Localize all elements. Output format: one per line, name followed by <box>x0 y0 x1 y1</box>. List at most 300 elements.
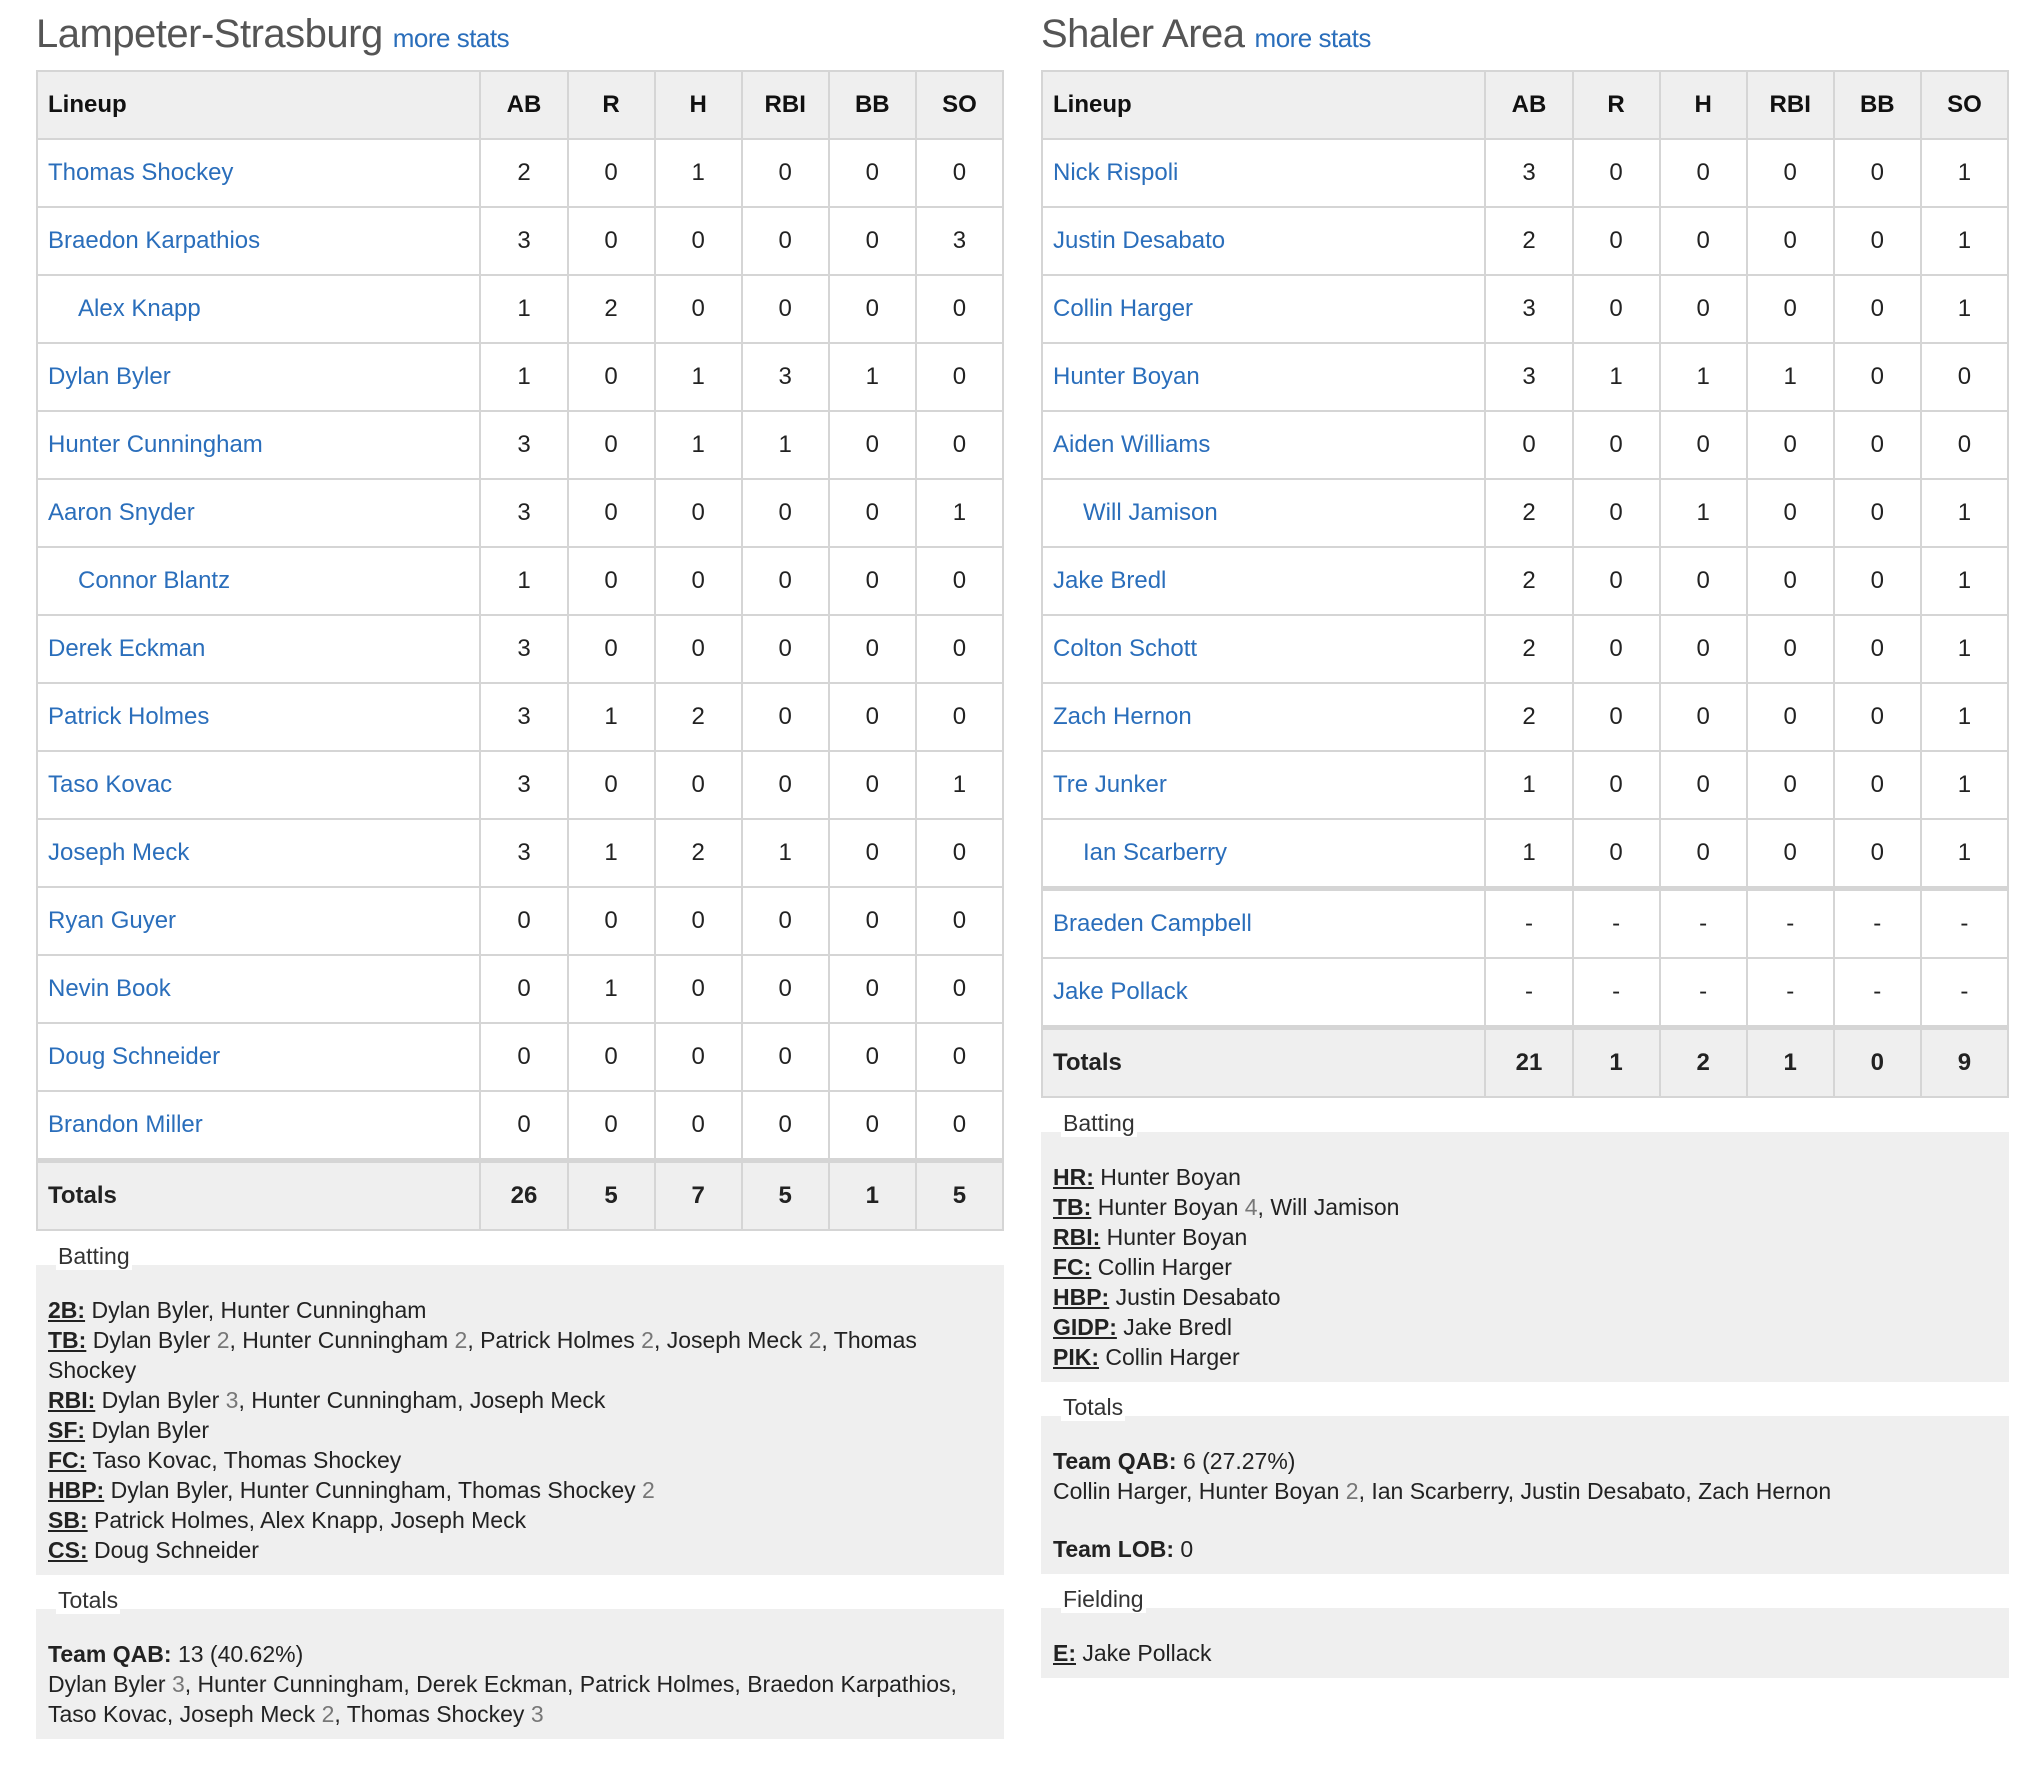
stat-rbi: 1 <box>1747 343 1834 411</box>
team-qab-label: Team QAB: <box>48 1641 172 1667</box>
stat-h: 0 <box>1660 547 1747 615</box>
stat-line <box>48 1535 992 1565</box>
stat-h: - <box>1660 958 1747 1028</box>
stat-bb: - <box>1834 889 1921 959</box>
team-header <box>1041 0 2009 70</box>
stat-ab: 0 <box>480 1023 567 1091</box>
player-name-link[interactable]: Aiden Williams <box>1042 411 1485 479</box>
stat-so: 0 <box>916 547 1003 615</box>
header-lineup: Lineup <box>1042 71 1485 139</box>
batting-body <box>1041 1132 2009 1382</box>
stat-key-abbr[interactable]: 2B: <box>48 1297 86 1323</box>
stat-so: 1 <box>1921 819 2008 889</box>
stat-r: 0 <box>1573 751 1660 819</box>
stat-h: 0 <box>1660 139 1747 207</box>
stat-r: 0 <box>1573 615 1660 683</box>
totals-row <box>37 1161 1003 1231</box>
stat-rbi: 0 <box>1747 751 1834 819</box>
stat-bb: 0 <box>829 615 916 683</box>
stat-key-abbr[interactable]: RBI: <box>48 1387 96 1413</box>
stat-bb: 0 <box>1834 411 1921 479</box>
table-row <box>37 615 1003 683</box>
stat-h: 0 <box>655 751 742 819</box>
stat-h: 1 <box>655 343 742 411</box>
stat-so: 1 <box>916 751 1003 819</box>
more-stats-link[interactable]: more stats <box>392 23 510 53</box>
stat-bb: 0 <box>1834 343 1921 411</box>
player-list-text: Collin Harger <box>1105 1344 1240 1370</box>
stat-rbi: 0 <box>742 683 829 751</box>
stat-r: 0 <box>568 139 655 207</box>
player-list-text: Jake Bredl <box>1123 1314 1232 1340</box>
stat-rbi: - <box>1747 889 1834 959</box>
player-list-text: Dylan Byler, Hunter Cunningham, Thomas Shockey <box>110 1477 643 1503</box>
stat-ab: 2 <box>1485 547 1572 615</box>
stat-bb: 0 <box>829 275 916 343</box>
table-row <box>1042 207 2008 275</box>
stat-ab: 3 <box>480 207 567 275</box>
stat-bb: 0 <box>1834 139 1921 207</box>
stat-bb: 0 <box>829 955 916 1023</box>
header-r: R <box>1573 71 1660 139</box>
stat-h: 1 <box>655 139 742 207</box>
stat-r: 0 <box>568 887 655 955</box>
player-list-text: Dylan Byler <box>48 1671 172 1697</box>
team-column-away <box>1041 0 2009 1678</box>
stat-r: 0 <box>568 751 655 819</box>
fielding-section <box>1041 1586 2009 1678</box>
stat-rbi: 0 <box>742 887 829 955</box>
player-name-link[interactable]: Braedon Karpathios <box>37 207 480 275</box>
header-r: R <box>568 71 655 139</box>
spacer <box>1053 1506 1997 1534</box>
total-bb: 0 <box>1834 1028 1921 1098</box>
stat-rbi: 0 <box>742 955 829 1023</box>
header-bb: BB <box>1834 71 1921 139</box>
player-rows <box>37 139 1003 1230</box>
batting-title: Batting <box>58 1243 130 1269</box>
team-name <box>1041 12 1371 57</box>
stat-h: 1 <box>1660 343 1747 411</box>
player-rows <box>1042 139 2008 1097</box>
stat-bb: 0 <box>829 1023 916 1091</box>
stat-rbi: 0 <box>742 479 829 547</box>
stat-line <box>1053 1342 1997 1372</box>
player-name-link[interactable]: Joseph Meck <box>37 819 480 887</box>
fielding-body <box>1041 1608 2009 1678</box>
stat-ab: 2 <box>1485 683 1572 751</box>
stat-rbi: 0 <box>742 139 829 207</box>
stat-so: 0 <box>916 343 1003 411</box>
stat-r: 0 <box>1573 547 1660 615</box>
stat-so: 0 <box>916 1023 1003 1091</box>
player-name-link[interactable]: Braeden Campbell <box>1042 889 1485 959</box>
stat-so: 1 <box>1921 207 2008 275</box>
header-ab: AB <box>1485 71 1572 139</box>
header-so: SO <box>1921 71 2008 139</box>
stat-so: 0 <box>916 139 1003 207</box>
header-lineup: Lineup <box>37 71 480 139</box>
stat-bb: 0 <box>1834 479 1921 547</box>
header-ab: AB <box>480 71 567 139</box>
player-list-text: , Will Jamison <box>1257 1194 1400 1220</box>
table-row <box>37 207 1003 275</box>
stat-line <box>1053 1222 1997 1252</box>
stat-rbi: 0 <box>1747 207 1834 275</box>
total-rbi: 1 <box>1747 1028 1834 1098</box>
stat-r: 0 <box>568 207 655 275</box>
stat-key-abbr[interactable]: PIK: <box>1053 1344 1099 1370</box>
stat-ab: 0 <box>480 955 567 1023</box>
total-r: 1 <box>1573 1028 1660 1098</box>
team-lob-label: Team LOB: <box>1053 1536 1174 1562</box>
table-header-row <box>37 71 1003 139</box>
table-row <box>1042 411 2008 479</box>
player-list-text: Justin Desabato <box>1115 1284 1281 1310</box>
stat-ab: 3 <box>480 615 567 683</box>
stat-ab: 3 <box>480 411 567 479</box>
player-name-link[interactable]: Thomas Shockey <box>37 139 480 207</box>
stat-r: 0 <box>568 1023 655 1091</box>
stat-r: - <box>1573 958 1660 1028</box>
table-row <box>37 751 1003 819</box>
stat-so: 1 <box>1921 547 2008 615</box>
stat-key-abbr[interactable]: TB: <box>1053 1194 1092 1220</box>
stat-key-abbr[interactable]: HR: <box>1053 1164 1094 1190</box>
player-name-link[interactable]: Ian Scarberry <box>1042 819 1485 889</box>
stat-so: 0 <box>916 275 1003 343</box>
stat-key-abbr[interactable]: GIDP: <box>1053 1314 1117 1340</box>
stat-key-abbr[interactable]: SF: <box>48 1417 86 1443</box>
stat-h: 0 <box>1660 819 1747 889</box>
stat-rbi: 1 <box>742 819 829 887</box>
stat-ab: 3 <box>1485 139 1572 207</box>
player-name-link[interactable]: Nick Rispoli <box>1042 139 1485 207</box>
table-row <box>1042 889 2008 959</box>
stat-bb: 0 <box>829 547 916 615</box>
stat-bb: 0 <box>829 819 916 887</box>
stat-line <box>48 1475 992 1505</box>
header-bb: BB <box>829 71 916 139</box>
stat-bb: 0 <box>1834 751 1921 819</box>
stat-r: 0 <box>568 615 655 683</box>
player-name-link[interactable]: Jake Pollack <box>1042 958 1485 1028</box>
stat-h: 0 <box>655 1091 742 1161</box>
team-name-text: Shaler Area <box>1041 12 1245 56</box>
stat-rbi: 0 <box>742 547 829 615</box>
stat-rbi: 0 <box>1747 275 1834 343</box>
player-list-text: Dylan Byler <box>101 1387 226 1413</box>
count-value: 2 <box>321 1701 335 1727</box>
table-row <box>1042 479 2008 547</box>
player-name-link[interactable]: Zach Hernon <box>1042 683 1485 751</box>
stat-key-abbr[interactable]: E: <box>1053 1640 1076 1666</box>
lineup-table <box>36 70 1004 1231</box>
stat-h: 1 <box>1660 479 1747 547</box>
table-row <box>1042 683 2008 751</box>
stat-bb: 0 <box>1834 275 1921 343</box>
table-row <box>37 275 1003 343</box>
total-so: 5 <box>916 1161 1003 1231</box>
stat-r: 1 <box>568 683 655 751</box>
player-name-link[interactable]: Colton Schott <box>1042 615 1485 683</box>
table-row <box>1042 819 2008 889</box>
player-list-text: Hunter Boyan <box>1106 1224 1248 1250</box>
stat-bb: 0 <box>1834 683 1921 751</box>
stat-h: 0 <box>655 207 742 275</box>
stat-line <box>48 1505 992 1535</box>
total-rbi: 5 <box>742 1161 829 1231</box>
team-name <box>36 12 509 57</box>
stat-h: 0 <box>1660 275 1747 343</box>
team-header <box>36 0 1004 70</box>
player-list-text: Hunter Boyan <box>1097 1194 1245 1220</box>
stat-rbi: 0 <box>742 1091 829 1161</box>
totals-label: Totals <box>37 1161 480 1231</box>
stat-bb: - <box>1834 958 1921 1028</box>
stat-r: 0 <box>1573 207 1660 275</box>
count-value: 2 <box>808 1327 822 1353</box>
player-name-link[interactable]: Derek Eckman <box>37 615 480 683</box>
stat-ab: 3 <box>1485 275 1572 343</box>
total-so: 9 <box>1921 1028 2008 1098</box>
player-list-text: Dylan Byler, Hunter Cunningham <box>91 1297 427 1323</box>
table-row <box>1042 139 2008 207</box>
stat-so: 0 <box>916 819 1003 887</box>
player-name-link[interactable]: Connor Blantz <box>37 547 480 615</box>
batting-section <box>36 1243 1004 1575</box>
header-h: H <box>1660 71 1747 139</box>
qab-players <box>1053 1476 1997 1506</box>
stat-key-abbr[interactable]: RBI: <box>1053 1224 1101 1250</box>
stat-ab: 0 <box>480 887 567 955</box>
stat-line <box>48 1415 992 1445</box>
batting-title: Batting <box>1063 1110 1135 1136</box>
player-list-text: Dylan Byler <box>92 1327 217 1353</box>
stat-ab: 1 <box>480 275 567 343</box>
stat-so: 3 <box>916 207 1003 275</box>
stat-ab: - <box>1485 958 1572 1028</box>
stat-so: 1 <box>1921 615 2008 683</box>
stat-line <box>48 1295 992 1325</box>
header-rbi: RBI <box>1747 71 1834 139</box>
stat-key-abbr[interactable]: FC: <box>1053 1254 1092 1280</box>
stat-h: - <box>1660 889 1747 959</box>
header-so: SO <box>916 71 1003 139</box>
player-name-link[interactable]: Taso Kovac <box>37 751 480 819</box>
stat-ab: 2 <box>480 139 567 207</box>
stat-r: 0 <box>568 343 655 411</box>
batting-section <box>1041 1110 2009 1382</box>
stat-bb: 0 <box>829 139 916 207</box>
player-name-link[interactable]: Tre Junker <box>1042 751 1485 819</box>
count-value: 2 <box>216 1327 230 1353</box>
player-list-text: , Joseph Meck <box>653 1327 809 1353</box>
stat-line <box>1053 1638 1997 1668</box>
player-list-text: Collin Harger, Hunter Boyan <box>1053 1478 1346 1504</box>
stat-h: 0 <box>655 955 742 1023</box>
stat-so: 0 <box>916 615 1003 683</box>
totals-body <box>1041 1416 2009 1574</box>
stat-r: 0 <box>568 479 655 547</box>
totals-row <box>1042 1028 2008 1098</box>
table-row <box>1042 615 2008 683</box>
player-name-link[interactable]: Nevin Book <box>37 955 480 1023</box>
player-list-text: Collin Harger <box>1097 1254 1232 1280</box>
stat-rbi: 0 <box>1747 139 1834 207</box>
player-list-text: Dylan Byler <box>91 1417 210 1443</box>
stat-rbi: 0 <box>742 615 829 683</box>
total-ab: 26 <box>480 1161 567 1231</box>
stat-line <box>48 1385 992 1415</box>
stat-so: - <box>1921 958 2008 1028</box>
table-row <box>37 343 1003 411</box>
qab-players <box>48 1669 992 1729</box>
total-ab: 21 <box>1485 1028 1572 1098</box>
count-value: 2 <box>1345 1478 1359 1504</box>
total-bb: 1 <box>829 1161 916 1231</box>
stat-bb: 0 <box>1834 615 1921 683</box>
stat-ab: 3 <box>480 819 567 887</box>
stat-bb: 0 <box>1834 207 1921 275</box>
stat-r: 2 <box>568 275 655 343</box>
stat-ab: 3 <box>480 479 567 547</box>
more-stats-link[interactable]: more stats <box>1254 23 1371 53</box>
stat-rbi: 0 <box>742 207 829 275</box>
total-r: 5 <box>568 1161 655 1231</box>
team-qab-value: 6 (27.27%) <box>1182 1448 1296 1474</box>
stat-ab: 2 <box>1485 479 1572 547</box>
table-row <box>37 1023 1003 1091</box>
totals-label: Totals <box>1042 1028 1485 1098</box>
batting-body <box>36 1265 1004 1575</box>
stat-h: 2 <box>655 683 742 751</box>
player-name-link[interactable]: Alex Knapp <box>37 275 480 343</box>
player-name-link[interactable]: Patrick Holmes <box>37 683 480 751</box>
player-list-text: Jake Pollack <box>1082 1640 1212 1666</box>
fielding-title: Fielding <box>1063 1586 1144 1612</box>
stat-so: 0 <box>916 411 1003 479</box>
stat-r: 0 <box>1573 411 1660 479</box>
table-row <box>37 411 1003 479</box>
player-name-link[interactable]: Jake Bredl <box>1042 547 1485 615</box>
stat-ab: - <box>1485 889 1572 959</box>
player-name-link[interactable]: Ryan Guyer <box>37 887 480 955</box>
stat-so: 1 <box>1921 479 2008 547</box>
stat-key-abbr[interactable]: SB: <box>48 1507 88 1533</box>
stat-r: 0 <box>568 411 655 479</box>
stat-so: 0 <box>1921 343 2008 411</box>
player-list-text: , Thomas Shockey <box>48 1327 917 1383</box>
team-qab-label: Team QAB: <box>1053 1448 1177 1474</box>
table-row <box>37 479 1003 547</box>
stat-so: 0 <box>916 955 1003 1023</box>
stat-so: 0 <box>916 1091 1003 1161</box>
player-name-link[interactable]: Hunter Cunningham <box>37 411 480 479</box>
total-h: 7 <box>655 1161 742 1231</box>
stat-r: 0 <box>568 547 655 615</box>
table-row <box>37 547 1003 615</box>
stat-key-abbr[interactable]: FC: <box>48 1447 87 1473</box>
stat-key-abbr[interactable]: HBP: <box>1053 1284 1110 1310</box>
table-row <box>37 955 1003 1023</box>
stat-r: 0 <box>1573 683 1660 751</box>
stat-ab: 3 <box>480 751 567 819</box>
stat-rbi: 0 <box>742 275 829 343</box>
stat-so: 1 <box>1921 683 2008 751</box>
header-h: H <box>655 71 742 139</box>
table-row <box>1042 958 2008 1028</box>
count-value: 3 <box>225 1387 239 1413</box>
table-row <box>1042 547 2008 615</box>
player-list-text: , Hunter Cunningham, Derek Eckman, Patrick Holmes, Braedon Karpathios, Taso Kovac, Joseph Meck <box>48 1671 957 1727</box>
player-name-link[interactable]: Doug Schneider <box>37 1023 480 1091</box>
team-column-home <box>36 0 1004 1739</box>
stat-r: 0 <box>1573 819 1660 889</box>
stat-r: - <box>1573 889 1660 959</box>
stat-rbi: 0 <box>1747 819 1834 889</box>
player-name-link[interactable]: Justin Desabato <box>1042 207 1485 275</box>
player-list-text: Doug Schneider <box>94 1537 259 1563</box>
player-name-link[interactable]: Hunter Boyan <box>1042 343 1485 411</box>
stat-ab: 3 <box>1485 343 1572 411</box>
count-value: 3 <box>171 1671 185 1697</box>
totals-body <box>36 1609 1004 1739</box>
player-list-text: , Hunter Cunningham, Joseph Meck <box>238 1387 606 1413</box>
player-name-link[interactable]: Brandon Miller <box>37 1091 480 1161</box>
stat-r: 0 <box>1573 479 1660 547</box>
stat-bb: 0 <box>1834 547 1921 615</box>
stat-rbi: 1 <box>742 411 829 479</box>
player-name-link[interactable]: Dylan Byler <box>37 343 480 411</box>
stat-bb: 0 <box>829 411 916 479</box>
stat-rbi: 0 <box>1747 547 1834 615</box>
stat-h: 0 <box>1660 615 1747 683</box>
stat-rbi: 3 <box>742 343 829 411</box>
stat-ab: 2 <box>1485 615 1572 683</box>
stat-rbi: 0 <box>1747 683 1834 751</box>
stat-h: 0 <box>1660 683 1747 751</box>
stat-h: 0 <box>1660 411 1747 479</box>
stat-key-abbr[interactable]: HBP: <box>48 1477 105 1503</box>
table-row <box>37 139 1003 207</box>
team-qab-value: 13 (40.62%) <box>177 1641 304 1667</box>
stat-h: 0 <box>655 887 742 955</box>
player-name-link[interactable]: Collin Harger <box>1042 275 1485 343</box>
stat-ab: 1 <box>480 547 567 615</box>
player-list-text: Taso Kovac, Thomas Shockey <box>92 1447 402 1473</box>
stat-line <box>48 1325 992 1385</box>
stat-rbi: 0 <box>742 1023 829 1091</box>
stat-key-abbr[interactable]: CS: <box>48 1537 88 1563</box>
stat-r: 1 <box>1573 343 1660 411</box>
player-name-link[interactable]: Will Jamison <box>1042 479 1485 547</box>
player-list-text: , Ian Scarberry, Justin Desabato, Zach Hernon <box>1358 1478 1832 1504</box>
table-row <box>37 683 1003 751</box>
stat-r: 1 <box>568 955 655 1023</box>
stat-line <box>1053 1312 1997 1342</box>
totals-title: Totals <box>1063 1394 1124 1420</box>
stat-line <box>48 1445 992 1475</box>
lineup-table <box>1041 70 2009 1098</box>
stat-key-abbr[interactable]: TB: <box>48 1327 87 1353</box>
stat-h: 0 <box>1660 751 1747 819</box>
player-name-link[interactable]: Aaron Snyder <box>37 479 480 547</box>
table-row <box>37 819 1003 887</box>
stat-h: 0 <box>655 1023 742 1091</box>
player-list-text: Patrick Holmes, Alex Knapp, Joseph Meck <box>94 1507 527 1533</box>
stat-bb: 0 <box>829 207 916 275</box>
